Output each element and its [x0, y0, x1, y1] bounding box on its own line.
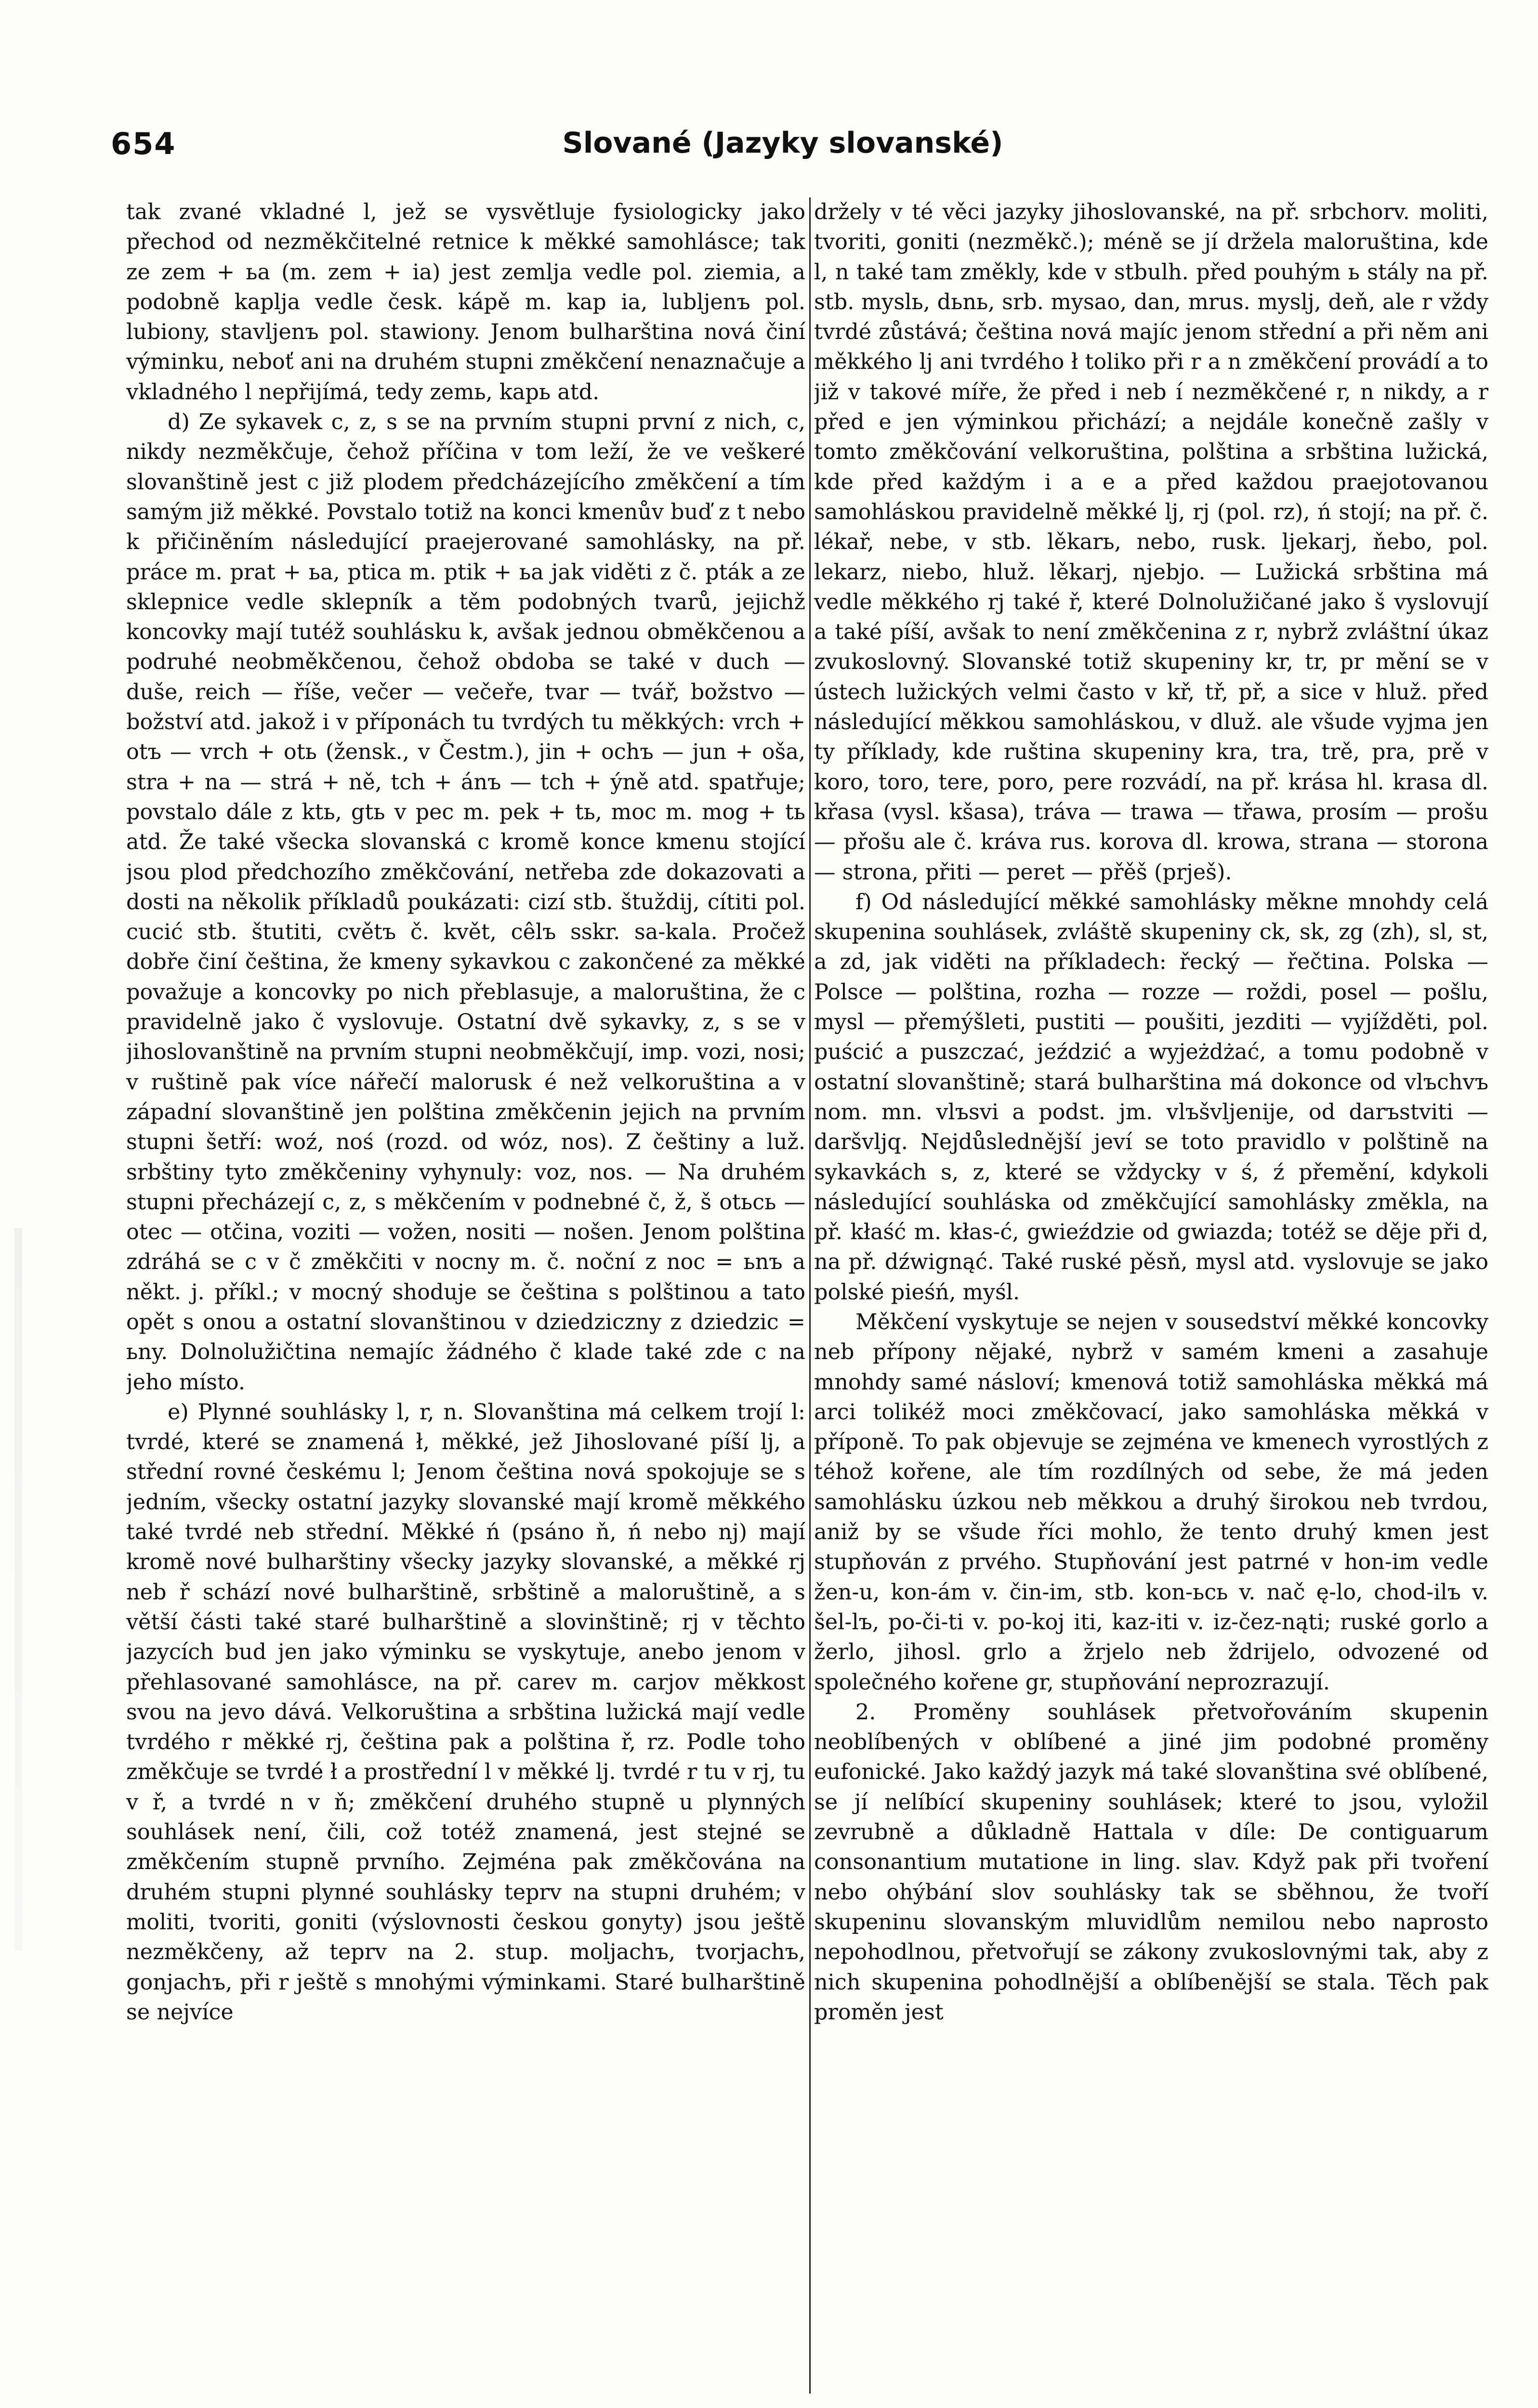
- paragraph-mekceni-kmen: Měkčení vyskytuje se nejen v sousedství měkké koncovky neb přípony nějaké, nybrž v samém kmeni a zasahuje mnohdy samé násloví; kmenová totiž samohláska měkká má arci tolikéž moci změkčovací, jako samohláska měkká v příponě. To pak objevuje se zejména ve kmenech vyrostlých z téhož kořene, ale tím rozdílných od sebe, že má jeden samohlásku úzkou neb měkkou a druhý širokou neb tvrdou, aniž by se všude říci mohlo, že tento druhý kmen jest stupňován z prvého. Stupňování jest patrné v hon-im vedle žen-u, kon-ám v. čin-im, stb. kon-ьcь v. nač ę-lo, chod-ilъ v. šel-lъ, po-či-ti v. po-koj iti, kaz-iti v. iz-čez-nąti; ruské gorlo a žerlo, jihosl. grlo a žrjelo neb ždrijelo, odvozené od společného kořene gr, stupňování neprozrazují.: [814, 1309, 1488, 1695]
- paragraph-continuation: držely v té věci jazyky jihoslovanské, na př. srbchorv. moliti, tvoriti, goniti (nezměkč.); méně se jí držela maloruština, kde l, n také tam změkly, kde v stbulh. před pouhým ь stály na př. stb. myslь, dьnь, srb. mysao, dan, mrus. myslj, deň, ale r vždy tvrdé zůstává; čeština nová majíc jenom střední a při něm ani měkkého lj ani tvrdého ł toliko při r a n změkčení provádí a to již v takové míře, že před i neb í nezměkčené r, n nikdy, a r před e jen výminkou přichází; a nejdále konečně zašly v tomto změkčování velkoruština, polština a srbština lužická, kde před každým i a e a před každou praejotovanou samohláskou pravidelně měkké lj, rj (pol. rz), ń stojí; na př. č. lékař, nebe, v stb. lěkarь, nebo, rusk. ljekarj, ňebo, pol. lekarz, niebo, hluž. lěkarj, njebjo. — Lužická srbština má vedle měkkého rj také ř, které Dolnolužičané jako š vyslovují a také píší, avšak to není změkčenina z r, nybrž zvláštní úkaz zvukoslovný. Slovanské totiž skupeniny kr, tr, pr mění se v ústech lužických velmi často v kř, tř, př, a sice v hluž. před následující měkkou samohláskou, v dluž. ale všude vyjma jen ty příklady, kde ruština skupeniny kra, tra, trě, pra, prě v koro, toro, tere, poro, pere rozvádí, na př. krása hl. krasa dl. křasa (vysl. kšasa), tráva — trawa — třawa, prosím — prošu — přošu ale č. kráva rus. korova dl. krowa, strana — storona — strona, přiti — peret — přěš (prješ).: [814, 200, 1488, 885]
- scan-edge-shadow: [14, 1228, 22, 1950]
- page-header: [111, 126, 1455, 170]
- paragraph-e-plynne: e) Plynné souhlásky l, r, n. Slovanština má celkem trojí l: tvrdé, které se znamená ł, měkké, jež Jihoslované píší lj, a střední rovné českému l; Jenom čeština nová spokojuje se s jedním, všecky ostatní jazyky slovanské mají kromě měkkého také tvrdé neb střední. Měkké ń (psáno ň, ń nebo nj) mají kromě nové bulharštiny všecky jazyky slovanské, a měkké rj neb ř schází nové bulharštině, srbštině a maloruštině, a s větší části také staré bulharštině a slovinštině; rj v těchto jazycích bud jen jako výminku se vyskytuje, anebo jenom v přehlasované samohlásce, na př. carev m. carjov měkkost svou na jevo dává. Velkoruština a srbština lužická mají vedle tvrdého r měkké rj, čeština pak a polština ř, rz. Podle toho změkčuje se tvrdé ł a prostřední l v měkké lj. tvrdé r tu v rj, tu v ř, a tvrdé n v ň; změkčení druhého stupně u plynných souhlásek není, čili, což totéž znamená, jest stejné se změkčením stupně prvního. Zejména pak změkčována na druhém stupni plynné souhlásky teprv na stupni druhém; v moliti, tvoriti, goniti (výslovnosti českou gonyty) jsou ještě nezměkčeny, až teprv na 2. stup. moljachъ, tvorjachъ, gonjachъ, při r ještě s mnohými výminkami. Staré bulharštině se nejvíce: [126, 1400, 805, 2025]
- left-column: [126, 197, 805, 2394]
- column-divider: [809, 197, 811, 2394]
- paragraph-f-skupeniny: f) Od následující měkké samohlásky měkne mnohdy celá skupenina souhlásek, zvláště skupeniny ck, sk, zg (zh), sl, st, a zd, jak viděti na příkladech: řecký — řečtina. Polska — Polsce — polština, rozha — rozze — roždi, posel — pošlu, mysl — přemýšleti, pustiti — poušiti, jezditi — vyjížděti, pol. puścić a puszczać, jeździć a wyjeżdżać, a tomu podobně v ostatní slovanštině; stará bulharština má dokonce od vlъchvъ nom. mn. vlъsvi a podst. jm. vlъšvljenije, od darъstviti — daršvljq. Nejdůslednější jeví se toto pravidlo v polštině na sykavkách s, z, které se vždycky v ś, ź přemění, kdykoli následující souhláska od změkčující samohlásky změkla, na př. kłaść m. kłas-ć, gwieździe od gwiazda; totéž se děje při d, na př. dźwignąć. Také ruské pěsň, mysl atd. vyslovuje se jako polské pieśń, myśl.: [814, 890, 1488, 1305]
- paragraph-d-sykavky: d) Ze sykavek c, z, s se na prvním stupni první z nich, c, nikdy nezměkčuje, čehož příčina v tom leží, že ve veškeré slovanštině jest c již plodem předcházejícího změkčení a tím samým již měkké. Povstalo totiž na konci kmenův buď z t nebo k přičiněním následující praejerované samohlásky, na př. práce m. prat + ьa, ptica m. ptik + ьa jak viděti z č. pták a ze sklepnice vedle sklepník a těm podobných tvarů, jejichž koncovky mají tutéž souhlásku k, avšak jednou obměkčenou a podruhé neobměkčenou, čehož obdoba se také v duch — duše, reich — říše, večer — večeře, tvar — tvář, božstvo — božství atd. jakož i v příponách tu tvrdých tu měkkých: vrch + otъ — vrch + otь (žensk., v Čestm.), jin + ochъ — jun + oša, stra + na — strá + ně, tch + ánъ — tch + ýně atd. spatřuje; povstalo dále z ktь, gtь v pec m. pek + tь, moc m. mog + tь atd. Že také všecka slovanská c kromě konce kmenu stojící jsou plod předchozího změkčování, netřeba zde dokazovati a dosti na několik příkladů poukázati: cizí stb. štuždij, cítiti pol. cucić stb. štutiti, cvětъ č. květ, cêlъ sskr. sa-kala. Pročež dobře činí čeština, že kmeny sykavkou c zakončené za měkké považuje a koncovky po nich přeblasuje, a maloruština, že c pravidelně jako č vyslovuje. Ostatní dvě sykavky, z, s se v jihoslovanštině na prvním stupni neobměkčují, imp. vozi, nosi; v ruštině pak více nářečí malorusk é než velkoruština a v západní slovanštině jen polština změkčenin jejich na prvním stupni šetří: woź, noś (rozd. od wóz, nos). Z češtiny a luž. srbštiny tyto změkčeniny vyhynuly: voz, nos. — Na druhém stupni přecházejí c, z, s měkčením v podnebné č, ž, š otьcь — otec — otčina, voziti — vožen, nositi — nošen. Jenom polština zdráhá se c v č změkčiti v nocny m. č. noční z noc = ьnъ a někt. j. příkl.; v mocný shoduje se čeština s polštinou a tato opět s onou a ostatní slovanštinou v dziedziczny z dziedzic = ьny. Dolnolužičtina nemajíc žádného č klade také zde c na jeho místo.: [126, 410, 805, 1395]
- page-number: 654: [111, 126, 176, 161]
- paragraph-2-promeny: 2. Proměny souhlásek přetvořováním skupenin neoblíbených v oblíbené a jiné jim podobné proměny eufonické. Jako každý jazyk má také slovanština své oblíbené, se jí nelíbící skupeniny souhlásek; které to jsou, vyložil zevrubně a důkladně Hattala v díle: De contiguarum consonantium mutatione in ling. slav. Když pak při tvoření nebo ohýbání slov souhlásky tak se sběhnou, že tvoří skupeninu slovanským mluvidlům nemilou nebo naprosto nepohodlnou, přetvořují se zákony zvukoslovnými tak, aby z nich skupenina pohodlnější a oblíbenější se stala. Těch pak proměn jest: [814, 1700, 1488, 2025]
- right-column: [814, 197, 1488, 2394]
- running-head: Slované (Jazyky slovanské): [562, 126, 1003, 160]
- paragraph-vkladne-l: tak zvané vkladné l, jež se vysvětluje fysiologicky jako přechod od nezměkčitelné retnice k měkké samohlásce; tak ze zem + ьa (m. zem + ia) jest zemlja vedle pol. ziemia, a podobně kaplja vedle česk. kápě m. kap ia, lubljenъ pol. lubiony, stavljenъ pol. stawiony. Jenom bulharština nová činí výminku, neboť ani na druhém stupni změkčení nenaznačuje a vkladného l nepřijímá, tedy zemь, kapь atd.: [126, 200, 805, 405]
